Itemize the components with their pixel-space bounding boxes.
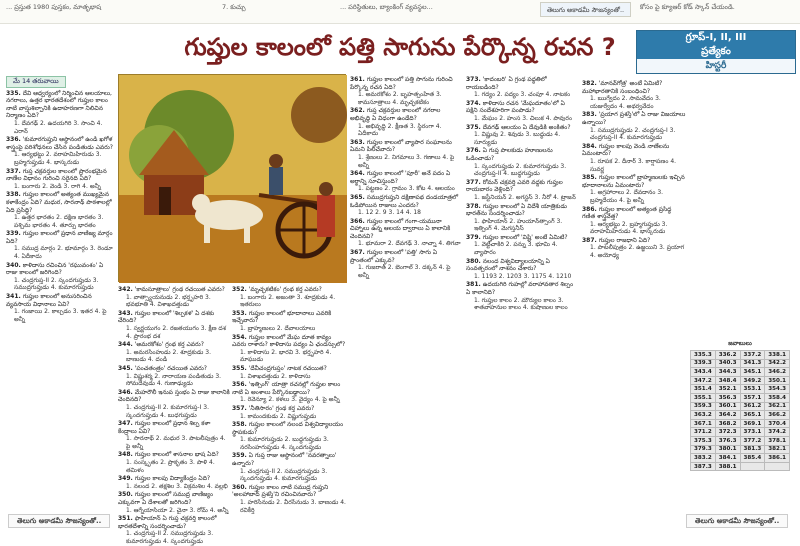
question-options: 1. మేఘం 2. హంస 3. చిలుక 4. పావురం bbox=[474, 114, 573, 122]
answer-cell: 343.4 bbox=[691, 368, 716, 377]
question-text: 'ప్రయాగ ప్రశస్తి'లో ఏ రాజు విజయాలు ఉన్నాయి? bbox=[582, 111, 686, 126]
question-item bbox=[118, 389, 230, 419]
top-akademi-box: తెలుగు అకాడమీ సౌజన్యంతో.. bbox=[540, 2, 631, 17]
question-list bbox=[6, 90, 114, 324]
question-options: 1. అభివృద్ధి 2. క్షీణత 3. స్థిరంగా 4. ఏదీకాదు bbox=[358, 122, 442, 138]
question-number: 376. bbox=[466, 147, 481, 155]
badge-subject-line: హిస్టరీ bbox=[637, 59, 795, 73]
answer-cell: 358.4 bbox=[765, 393, 790, 402]
question-item bbox=[350, 76, 462, 106]
question-item bbox=[6, 293, 114, 323]
question-number: 353. bbox=[232, 309, 247, 317]
question-item bbox=[466, 147, 578, 177]
question-text: సముద్రగుప్తుని దక్షిణాపథ దండయాత్రలో ఓడిపోయిన రాజులు ఎందరు? bbox=[350, 193, 459, 209]
question-list bbox=[466, 76, 578, 312]
question-number: 366. bbox=[350, 217, 365, 225]
answer-cell: 364.2 bbox=[715, 411, 740, 420]
question-options: 1. పాటలీపుత్రం 2. ఉజ్జయిని 3. ప్రయాగ 4. అయోధ్య bbox=[590, 244, 685, 260]
question-item bbox=[466, 203, 578, 233]
answer-cell: 335.3 bbox=[691, 351, 716, 360]
question-text: గుప్తుల కాలపు వెండి నాణేలను ఏమంటారు? bbox=[582, 142, 670, 158]
question-text: గుప్తుల కాలంలో అత్యంత ప్రసిద్ధ గణిత శాస్త్రవేత్త? bbox=[582, 205, 672, 221]
answer-cell: 375.3 bbox=[691, 436, 716, 445]
question-text: 'నీతిసారం' గ్రంథ కర్త ఎవరు? bbox=[248, 404, 315, 412]
answer-cell bbox=[765, 462, 790, 471]
answers-row bbox=[691, 428, 790, 437]
answer-cell: 373.1 bbox=[740, 428, 765, 437]
question-options: 1. జస్టీనియన్ 2. అగస్టస్ 3. నీరో 4. ట్రాజన్ bbox=[474, 193, 576, 201]
question-options: 1. 12 2. 9 3. 14 4. 18 bbox=[358, 209, 421, 217]
question-item bbox=[6, 191, 114, 229]
question-text: గుప్తుల కాలంలో 'విష్టి' అంటే ఏమిటి? bbox=[482, 233, 568, 241]
column-3 bbox=[232, 286, 346, 512]
answer-cell: 346.2 bbox=[765, 368, 790, 377]
question-options: 1. 1193 2. 1203 3. 1175 4. 1210 bbox=[474, 272, 572, 280]
question-text: గుప్తుల కాలంలో ప్రధాన వాణిజ్య మార్గం ఏది? bbox=[6, 230, 113, 245]
question-text: గుప్తుల కాలంలో అనుసరించిన వ్యవసాయ విధానాలు ఏవి? bbox=[6, 293, 92, 308]
question-number: 340. bbox=[6, 261, 21, 269]
answer-cell: 369.1 bbox=[740, 419, 765, 428]
answer-cell: 339.3 bbox=[691, 359, 716, 368]
question-number: 337. bbox=[6, 167, 21, 175]
answer-cell: 344.3 bbox=[715, 368, 740, 377]
column-5 bbox=[466, 76, 578, 512]
question-text: గుప్తుల కాలంలో నలంద విశ్వవిద్యాలయం స్థాపకుడు? bbox=[232, 421, 344, 436]
question-text: గుప్తుల కాలంలో 'శిల్పకళ' ఏ దశకు చేరింది? bbox=[118, 309, 215, 325]
question-item bbox=[118, 310, 230, 340]
answer-cell: 386.1 bbox=[765, 454, 790, 463]
answer-cell: 360.1 bbox=[715, 402, 740, 411]
question-number: 343. bbox=[118, 309, 133, 317]
answer-cell: 370.4 bbox=[765, 419, 790, 428]
question-item bbox=[6, 90, 114, 136]
question-text: గుప్త చక్రవర్తుల కాలంలో నగరాల అభివృద్ధి ఏ విధంగా ఉండేది? bbox=[350, 107, 441, 122]
answer-cell bbox=[740, 462, 765, 471]
question-options: 1. విష్ణుశర్మ 2. నారాయణ పండితుడు 3. సోమదేవుడు 4. గుణాఢ్యుడు bbox=[126, 372, 222, 388]
question-text: మేహరౌలీ ఇనుప స్తంభం ఏ రాజు కాలానికి చెందినది? bbox=[118, 388, 230, 404]
question-number: 336. bbox=[6, 136, 21, 144]
question-item bbox=[118, 420, 230, 450]
question-number: 383. bbox=[582, 111, 597, 119]
question-item bbox=[6, 262, 114, 292]
answer-cell: 385.4 bbox=[740, 454, 765, 463]
question-text: గుప్తుల కాలంలో పత్తి సాగును గురించి పేర్కొన్న రచన ఏది? bbox=[350, 76, 453, 91]
question-text: ఏ గుప్త పాలకుడు హూణులను ఓడించాడు? bbox=[466, 147, 553, 162]
question-text: 'ఇత్సింగ్' యాత్రా రచనల్లో గుప్తుల కాలం నాటి ఏ అంశాలు పేర్కొనబడ్డాయి? bbox=[232, 381, 341, 396]
question-text: దేవి ఆధ్వర్యంలో నిర్మించిన ఆలయాలు, నగరాలు, ఉత్తర భారతదేశంలో గుప్తుల కాలం నాటి వాస్తుశిల్పానికి ఉదాహరణగా నిలిచిన నిర్మాణం ఏది? bbox=[6, 89, 112, 120]
question-text: గుప్తుల కాలంలో ప్రధాన శిల్ప కళా కేంద్రాలు ఏవి? bbox=[118, 420, 211, 435]
question-options: 1. నలంద 2. తక్షశిల 3. విక్రమశిల 4. వల్లభి bbox=[126, 482, 228, 490]
column-2 bbox=[118, 286, 230, 545]
question-options: 1. రెవెన్యూ 2. కళలు 3. వైద్యం 4. పై అన్నీ bbox=[240, 396, 340, 404]
question-text: గుప్తుల కాలంలో 'పూరీ' అనే పదం ఏ అర్థాన్ని సూచిస్తుంది? bbox=[350, 170, 451, 185]
question-text: గుప్తుల కాలంలో మేఘ దూత కావ్యం ఎవరు రాశారు? కాళిదాసు పద్యం ఏ ఛందస్సులో? bbox=[232, 333, 346, 349]
answer-cell: 372.3 bbox=[715, 428, 740, 437]
question-number: 374. bbox=[466, 99, 481, 107]
answer-cell: 387.3 bbox=[691, 462, 716, 471]
question-options: 1. విశాఖదత్తుడు 2. కాళిదాసు bbox=[240, 372, 311, 380]
question-options: 1. సంస్కృతం 2. ప్రాకృతం 3. పాళి 4. తమిళం bbox=[126, 459, 215, 474]
question-text: 'కామసూత్రాలు' గ్రంథ రచయిత ఎవరు? bbox=[134, 286, 225, 293]
answer-cell: 374.2 bbox=[765, 428, 790, 437]
question-item bbox=[232, 381, 346, 404]
question-options: 1. ఋగ్వేదం 2. సామవేదం 3. యజుర్వేదం 4. అథర్వవేదం bbox=[590, 95, 661, 110]
question-options: 1. కుమారగుప్తుడు 2. బుద్ధగుప్తుడు 3. నరసింహగుప్తుడు 4. స్కందగుప్తుడు bbox=[240, 436, 329, 451]
question-item bbox=[350, 218, 462, 248]
answer-cell: 368.2 bbox=[715, 419, 740, 428]
question-number: 355. bbox=[232, 364, 247, 372]
top-strip bbox=[0, 0, 800, 24]
question-options: 1. స్కందగుప్తుడు 2. కుమారగుప్తుడు 3. చంద్రగుప్త-II 4. బుద్ధగుప్తుడు bbox=[474, 162, 567, 178]
question-list bbox=[118, 286, 230, 546]
question-item bbox=[582, 80, 686, 110]
answers-row bbox=[691, 393, 790, 402]
question-number: 349. bbox=[118, 475, 133, 483]
question-number: 347. bbox=[118, 420, 133, 428]
question-text: గుప్తుల రాజధాని ఏది? bbox=[598, 236, 651, 244]
question-text: 'మానవ్‌గోత్ర' అంటే ఏమిటి? మహాభారతానికి సంబంధించి? bbox=[582, 80, 663, 95]
question-options: 1. ఆర్యభట్టు 2. వరాహమిహిరుడు 3. బ్రహ్మగుప్తుడు 4. భాస్కరుడు bbox=[14, 151, 102, 166]
answer-cell: 350.1 bbox=[765, 376, 790, 385]
headline: గుప్తుల కాలంలో పత్తి సాగును పేర్కొన్న రచన ? bbox=[184, 33, 616, 61]
question-number: 342. bbox=[118, 286, 133, 293]
question-number: 379. bbox=[466, 233, 481, 241]
question-text: గుప్తుల కాలంలో వ్యాపార సంఘాలను ఏమని పిలిచేవారు? bbox=[350, 138, 452, 154]
question-number: 359. bbox=[232, 452, 247, 460]
question-text: దేవగఢ్ ఆలయం ఏ దేవుడికి అంకితం? bbox=[482, 123, 571, 131]
answer-cell: 354.3 bbox=[765, 385, 790, 394]
question-options: 1. గద్యం 2. పద్యం 3. చంపూ 4. నాటకం bbox=[474, 91, 571, 99]
question-item bbox=[118, 341, 230, 364]
question-options: 1. గుప్తుల కాలం 2. మౌర్యుల కాలం 3. శాతవాహనుల కాలం 4. కుషాణుల కాలం bbox=[474, 296, 568, 312]
question-text: రోమన్ చక్రవర్తి ఎవరి వద్దకు గుప్తుల రాయబారం వెళ్లింది? bbox=[466, 178, 563, 194]
question-item bbox=[118, 475, 230, 490]
answer-cell: 367.1 bbox=[691, 419, 716, 428]
question-options: 1. దేవగఢ్ 2. ఉదయగిరి 3. సాంచి 4. ఎరాన్ bbox=[14, 119, 103, 135]
question-options: 1. అగ్రహారాలు 2. దేవదానం 3. బ్రహ్మదేయం 4. పై అన్నీ bbox=[590, 189, 664, 204]
answer-cell: 361.2 bbox=[740, 402, 765, 411]
question-item bbox=[6, 136, 114, 166]
question-options: 1. వెట్టిచాకిరి 2. పన్ను 3. భూమి 4. వ్యాపారం bbox=[474, 241, 558, 257]
question-number: 348. bbox=[118, 451, 133, 459]
question-number: 362. bbox=[350, 107, 365, 115]
question-item bbox=[582, 237, 686, 260]
answer-cell: 349.2 bbox=[740, 376, 765, 385]
question-text: కాళిదాసు రచన 'మేఘదూతం'లో ఏ పక్షిని సందేశహరిగా పంపాడు? bbox=[466, 99, 565, 115]
answer-cell: 348.4 bbox=[715, 376, 740, 385]
question-item bbox=[118, 451, 230, 474]
question-options: 1. స్వర్ణయుగం 2. రజతయుగం 3. క్షీణ దశ 4. ప్రారంభ దశ bbox=[126, 324, 226, 340]
answers-row bbox=[691, 376, 790, 385]
question-text: కాళిదాసు రచించిన 'రఘువంశం' ఏ రాజు కాలంలో జరిగింది? bbox=[6, 261, 104, 277]
question-text: గుప్తుల కాలంలో సముద్ర వాణిజ్యం ఎక్కువగా ఏ దేశాలతో జరిగింది? bbox=[118, 491, 214, 507]
answer-cell: 380.1 bbox=[715, 445, 740, 454]
answer-cell: 345.1 bbox=[740, 368, 765, 377]
section-badge bbox=[636, 30, 796, 74]
question-number: 363. bbox=[350, 138, 365, 146]
top-right-snippet: కోసం పై క్యూఆర్ కోడ్ స్కాన్ చేయండి. bbox=[640, 3, 735, 11]
question-options: 1. రూపక 2. దీనార్ 3. కార్షాపణం 4. సువర్ణ bbox=[590, 157, 677, 173]
question-number: 356. bbox=[232, 381, 247, 389]
question-options: 1. ఉత్తర భారతం 2. దక్షిణ భారతం 3. పశ్చిమ భారతం 4. తూర్పు భారతం bbox=[14, 214, 104, 229]
badge-special-line: ప్రత్యేకం bbox=[637, 45, 795, 59]
question-number: 377. bbox=[466, 178, 481, 186]
question-item bbox=[232, 405, 346, 420]
question-text: నలంద విశ్వవిద్యాలయాన్ని ఏ సంవత్సరంలో నాశనం చేశారు? bbox=[466, 257, 550, 273]
answer-cell: 338.1 bbox=[765, 351, 790, 360]
question-options: 1. ఫాహియాన్ 2. హుయాన్‌త్సాంగ్ 3. ఇత్సింగ్ 4. మెగస్తనీస్ bbox=[474, 217, 563, 233]
question-item bbox=[582, 143, 686, 173]
question-item bbox=[232, 452, 346, 482]
question-number: 385. bbox=[582, 174, 597, 182]
question-number: 354. bbox=[232, 333, 247, 341]
question-number: 339. bbox=[6, 230, 21, 238]
column-1 bbox=[6, 76, 114, 512]
question-options: 1. చంద్రగుప్త-II 2. సముద్రగుప్తుడు 3. స్కందగుప్తుడు 4. కుమారగుప్తుడు bbox=[240, 467, 328, 483]
question-text: గుప్తుల కాలం నాటి సముద్ర గుప్తుని 'అలహాబాద్ ప్రశస్తి'ని రచించినవారు? bbox=[232, 483, 329, 499]
question-options: 1. పట్టణం 2. గ్రామం 3. కోట 4. ఆలయం bbox=[358, 185, 455, 193]
question-text: గుప్తుల కాలంలో 'పత్తి' సాగు ఏ ప్రాంతంలో ఎక్కువ? bbox=[350, 249, 438, 264]
answers-row bbox=[691, 368, 790, 377]
answer-cell: 371.2 bbox=[691, 428, 716, 437]
footer-credit-left: తెలుగు అకాడమీ సౌజన్యంతో.. bbox=[8, 514, 110, 528]
question-number: 373. bbox=[466, 76, 481, 83]
question-options: 1. చంద్రగుప్త-II 2. కుమారగుప్త-I 3. స్కందగుప్తుడు 4. బుధగుప్తుడు bbox=[126, 403, 209, 419]
question-text: 'అమరకోశం' గ్రంథ కర్త ఎవరు? bbox=[134, 341, 204, 349]
answer-cell: 337.2 bbox=[740, 351, 765, 360]
answer-cell: 342.2 bbox=[765, 359, 790, 368]
question-number: 357. bbox=[232, 404, 247, 412]
question-options: 1. సముద్రగుప్తుడు 2. చంద్రగుప్త-I 3. చంద్రగుప్త-II 4. కుమారగుప్తుడు bbox=[590, 126, 676, 142]
question-number: 346. bbox=[118, 388, 133, 396]
answers-row bbox=[691, 402, 790, 411]
question-text: 'దేవీచంద్రగుప్తం' నాటక రచయిత? bbox=[248, 364, 327, 372]
question-text: 'కాదంబరి' ఏ గ్రంథ పద్ధతిలో రాయబడింది? bbox=[466, 76, 547, 91]
question-text: గుప్తుల కాలంలో భూదానాలు ఎవరికి ఇచ్చేవారు? bbox=[232, 309, 332, 325]
badge-group-line: గ్రూప్-I, II, III bbox=[637, 31, 795, 45]
question-options: 1. చంద్రగుప్త-II 2. స్కందగుప్తుడు 3. సముద్రగుప్తుడు 4. కుమారగుప్తుడు bbox=[14, 276, 99, 292]
answers-row bbox=[691, 359, 790, 368]
question-options: 1. శ్రేణులు 2. నిగమాలు 3. గణాలు 4. పై అన్నీ bbox=[358, 153, 455, 169]
question-item bbox=[582, 111, 686, 141]
answer-cell: 363.2 bbox=[691, 411, 716, 420]
question-number: 360. bbox=[232, 483, 247, 491]
question-number: 382. bbox=[582, 80, 597, 87]
question-number: 367. bbox=[350, 249, 365, 257]
question-text: గుప్త చక్రవర్తుల కాలంలో ప్రారంభమైన నాణేల విధానం గురించి సరైనది ఏది? bbox=[6, 167, 107, 183]
answers-row bbox=[691, 385, 790, 394]
question-number: 380. bbox=[466, 257, 481, 265]
answer-cell: 357.1 bbox=[740, 393, 765, 402]
question-item bbox=[232, 334, 346, 364]
answer-cell: 340.3 bbox=[715, 359, 740, 368]
answer-cell: 382.1 bbox=[765, 445, 790, 454]
question-text: గుప్తుల కాలంలో అత్యంత ముఖ్యమైన కళాకేంద్రం ఏది? మధుర, సారనాథ్ పాఠశాలల్లో ఏది ప్రసిద్ధి? bbox=[6, 191, 112, 214]
question-text: గుప్తుల కాలంలో శాసనాల భాష ఏది? bbox=[134, 451, 219, 459]
answers-row bbox=[691, 462, 790, 471]
answers-row bbox=[691, 445, 790, 454]
question-item bbox=[118, 515, 230, 545]
question-options: 1. కామందకుడు 2. విష్ణుగుప్తుడు bbox=[240, 412, 317, 420]
question-options: 1. చంద్రగుప్త-II 2. సముద్రగుప్తుడు 3. కుమారగుప్తుడు 4. స్కందగుప్తుడు bbox=[126, 530, 214, 545]
question-item bbox=[118, 286, 230, 309]
question-item bbox=[350, 139, 462, 169]
answer-cell: 347.2 bbox=[691, 376, 716, 385]
question-options: 1. ఆర్యభట్టు 2. బ్రహ్మగుప్తుడు 3. వరాహమిహిరుడు 4. భాస్కరుడు bbox=[590, 220, 668, 236]
question-item bbox=[350, 170, 462, 193]
question-item bbox=[466, 124, 578, 147]
question-item bbox=[118, 365, 230, 388]
question-options: 1. గంజాయి 2. కాల్చడం 3. ఇతర 4. పై అన్నీ bbox=[14, 308, 107, 323]
question-item bbox=[582, 206, 686, 236]
question-text: ఏ గుప్త రాజు ఆస్థానంలో 'నవరత్నాలు' ఉన్నారు? bbox=[232, 452, 337, 468]
question-number: 345. bbox=[118, 364, 133, 372]
answer-cell: 384.1 bbox=[715, 454, 740, 463]
question-list bbox=[582, 80, 686, 260]
answer-cell: 355.1 bbox=[691, 393, 716, 402]
question-item bbox=[6, 168, 114, 191]
question-options: 1. సారనాథ్ 2. మధుర 3. పాటలీపుత్రం 4. పై అన్నీ bbox=[126, 435, 226, 450]
question-list bbox=[232, 286, 346, 514]
answer-cell: 377.2 bbox=[740, 436, 765, 445]
question-item bbox=[118, 491, 230, 514]
answers-table bbox=[690, 350, 790, 471]
question-list bbox=[350, 76, 462, 279]
top-item-7: 7. కుచ్చు bbox=[222, 3, 246, 11]
question-options: 1. అమరకోశం 2. బృహత్సంహిత 3. కామసూత్రాలు 4. మృచ్ఛకటికం bbox=[358, 91, 442, 106]
question-options: 1. భూమరా 2. దేవగఢ్ 3. నాచ్నా 4. తిగవా bbox=[358, 240, 461, 248]
question-number: 352. bbox=[232, 286, 247, 293]
question-number: 344. bbox=[118, 341, 133, 349]
question-number: 350. bbox=[118, 491, 133, 499]
question-item bbox=[350, 249, 462, 279]
answers-row bbox=[691, 411, 790, 420]
answer-cell: 383.2 bbox=[691, 454, 716, 463]
question-item bbox=[582, 174, 686, 204]
answer-cell: 352.1 bbox=[715, 385, 740, 394]
question-number: 365. bbox=[350, 193, 365, 201]
question-number: 378. bbox=[466, 202, 481, 210]
question-number: 338. bbox=[6, 191, 21, 199]
question-text: గుప్తుల కాలంలో బ్రాహ్మణులకు ఇచ్చిన భూదానాలను ఏమంటారు? bbox=[582, 174, 685, 189]
question-text: 'పంచతంత్రం' రచయిత ఎవరు? bbox=[134, 364, 207, 372]
question-item bbox=[350, 107, 462, 137]
question-item bbox=[6, 230, 114, 260]
question-number: 335. bbox=[6, 89, 21, 97]
answer-cell: 378.1 bbox=[765, 436, 790, 445]
question-options: 1. సముద్ర మార్గం 2. భూమార్గం 3. రెండూ 4. ఏదీకాదు bbox=[14, 245, 113, 261]
question-item bbox=[232, 286, 346, 309]
answer-cell: 341.3 bbox=[740, 359, 765, 368]
answer-cell: 351.4 bbox=[691, 385, 716, 394]
question-text: గుప్తుల కాలంలో గంగా-యమునా చిహ్నాలు ఉన్న ఆలయ ద్వారాలు ఏ కాలానికి చెందినవి? bbox=[350, 217, 451, 240]
answer-cell: 388.1 bbox=[715, 462, 740, 471]
question-text: గుప్తుల కాలపు విద్యాకేంద్రం ఏది? bbox=[134, 475, 211, 483]
question-number: 384. bbox=[582, 142, 597, 150]
answer-cell: 362.1 bbox=[765, 402, 790, 411]
answer-cell: 356.3 bbox=[715, 393, 740, 402]
answers-heading: జవాబులు bbox=[728, 340, 752, 347]
answer-cell: 365.1 bbox=[740, 411, 765, 420]
question-item bbox=[466, 100, 578, 123]
question-item bbox=[466, 179, 578, 202]
answers-row bbox=[691, 436, 790, 445]
question-number: 386. bbox=[582, 205, 597, 213]
question-options: 1. హరిసేనుడు 2. వీరసేనుడు 3. బాణుడు 4. రవికీర్తి bbox=[240, 499, 346, 514]
question-text: 'కుమారగుప్తుని ఆస్థానంలో ఉండి ఖగోళ శాస్త్రంపై పరిశోధనలు చేసిన పండితుడు ఎవరు? bbox=[6, 136, 113, 151]
question-options: 1. అమరసింహుడు 2. శూద్రకుడు 3. బాణుడు 4. దండి bbox=[126, 348, 211, 364]
bullock-cart-painting bbox=[118, 74, 346, 282]
column-4 bbox=[350, 76, 462, 512]
question-options: 1. బ్రాహ్మణులు 2. దేవాలయాలు bbox=[240, 324, 316, 332]
question-options: 1. బంగారు 2. వెండి 3. రాగి 4. అన్నీ bbox=[14, 182, 101, 190]
question-options: 1. గుజరాత్ 2. బెంగాల్ 3. దక్కన్ 4. పై అన్నీ bbox=[358, 264, 451, 279]
top-left-snippet: ... ప్రస్తుత 1980 పుస్తకం, మాతృభాష bbox=[6, 3, 102, 11]
question-item bbox=[466, 234, 578, 257]
question-item bbox=[232, 365, 346, 380]
question-number: 387. bbox=[582, 236, 597, 244]
answer-cell: 366.2 bbox=[765, 411, 790, 420]
answer-cell: 359.3 bbox=[691, 402, 716, 411]
answers-row bbox=[691, 454, 790, 463]
question-number: 381. bbox=[466, 281, 481, 289]
column-6 bbox=[582, 80, 686, 512]
continuation-label: మే 14 తరువాయి bbox=[6, 76, 66, 88]
answer-cell: 379.3 bbox=[691, 445, 716, 454]
question-item bbox=[232, 484, 346, 514]
answers-row bbox=[691, 419, 790, 428]
answer-cell: 376.3 bbox=[715, 436, 740, 445]
answers-row bbox=[691, 351, 790, 360]
top-center-snippet: ... పరిస్థితులు, బ్యాంకింగ్ వ్యవస్థల... bbox=[340, 3, 433, 11]
question-text: గుప్తుల కాలంలో ఏ విదేశీ యాత్రికుడు భారత్‌ను సందర్శించాడు? bbox=[466, 202, 567, 218]
answer-cell: 353.1 bbox=[740, 385, 765, 394]
question-item bbox=[350, 194, 462, 217]
question-number: 358. bbox=[232, 421, 247, 429]
question-item bbox=[466, 281, 578, 311]
question-number: 361. bbox=[350, 76, 365, 83]
painting-illustration bbox=[119, 75, 347, 283]
question-number: 351. bbox=[118, 515, 133, 523]
answer-cell: 336.2 bbox=[715, 351, 740, 360]
question-options: 1. కాళిదాసు 2. భారవి 3. భర్తృహరి 4. మాఘుడు bbox=[240, 348, 332, 364]
question-item bbox=[466, 258, 578, 281]
footer-credit-right: తెలుగు అకాడమీ సౌజన్యంతో.. bbox=[686, 514, 788, 528]
question-text: ఉదయగిరి గుహల్లో వరాహావతార శిల్పం ఏ కాలానిది? bbox=[466, 281, 574, 297]
question-item bbox=[466, 76, 578, 99]
question-options: 1. బంగారు 2. అజంతా 3. శూద్రకుడు 4. ఇతరులు bbox=[240, 293, 336, 309]
question-number: 375. bbox=[466, 123, 481, 131]
question-options: 1. ఆగ్నేయాసియా 2. చైనా 3. రోమ్ 4. అన్నీ bbox=[126, 506, 229, 514]
question-item bbox=[232, 421, 346, 451]
question-options: 1. వాత్స్యాయనుడు 2. భర్తృహరి 3. భవభూతి 4. విశాఖదత్తుడు bbox=[126, 293, 211, 309]
question-text: ఫాహియాన్ ఏ గుప్త చక్రవర్తి కాలంలో భారతదేశాన్ని సందర్శించాడు? bbox=[118, 515, 217, 530]
question-text: 'మృచ్ఛకటికం' గ్రంథ కర్త ఎవరు? bbox=[248, 286, 322, 293]
question-number: 364. bbox=[350, 170, 365, 178]
answer-cell: 381.3 bbox=[740, 445, 765, 454]
question-number: 341. bbox=[6, 293, 21, 301]
question-options: 1. విష్ణువు 2. శివుడు 3. బుద్ధుడు 4. సూర్యుడు bbox=[474, 131, 561, 146]
question-item bbox=[232, 310, 346, 333]
